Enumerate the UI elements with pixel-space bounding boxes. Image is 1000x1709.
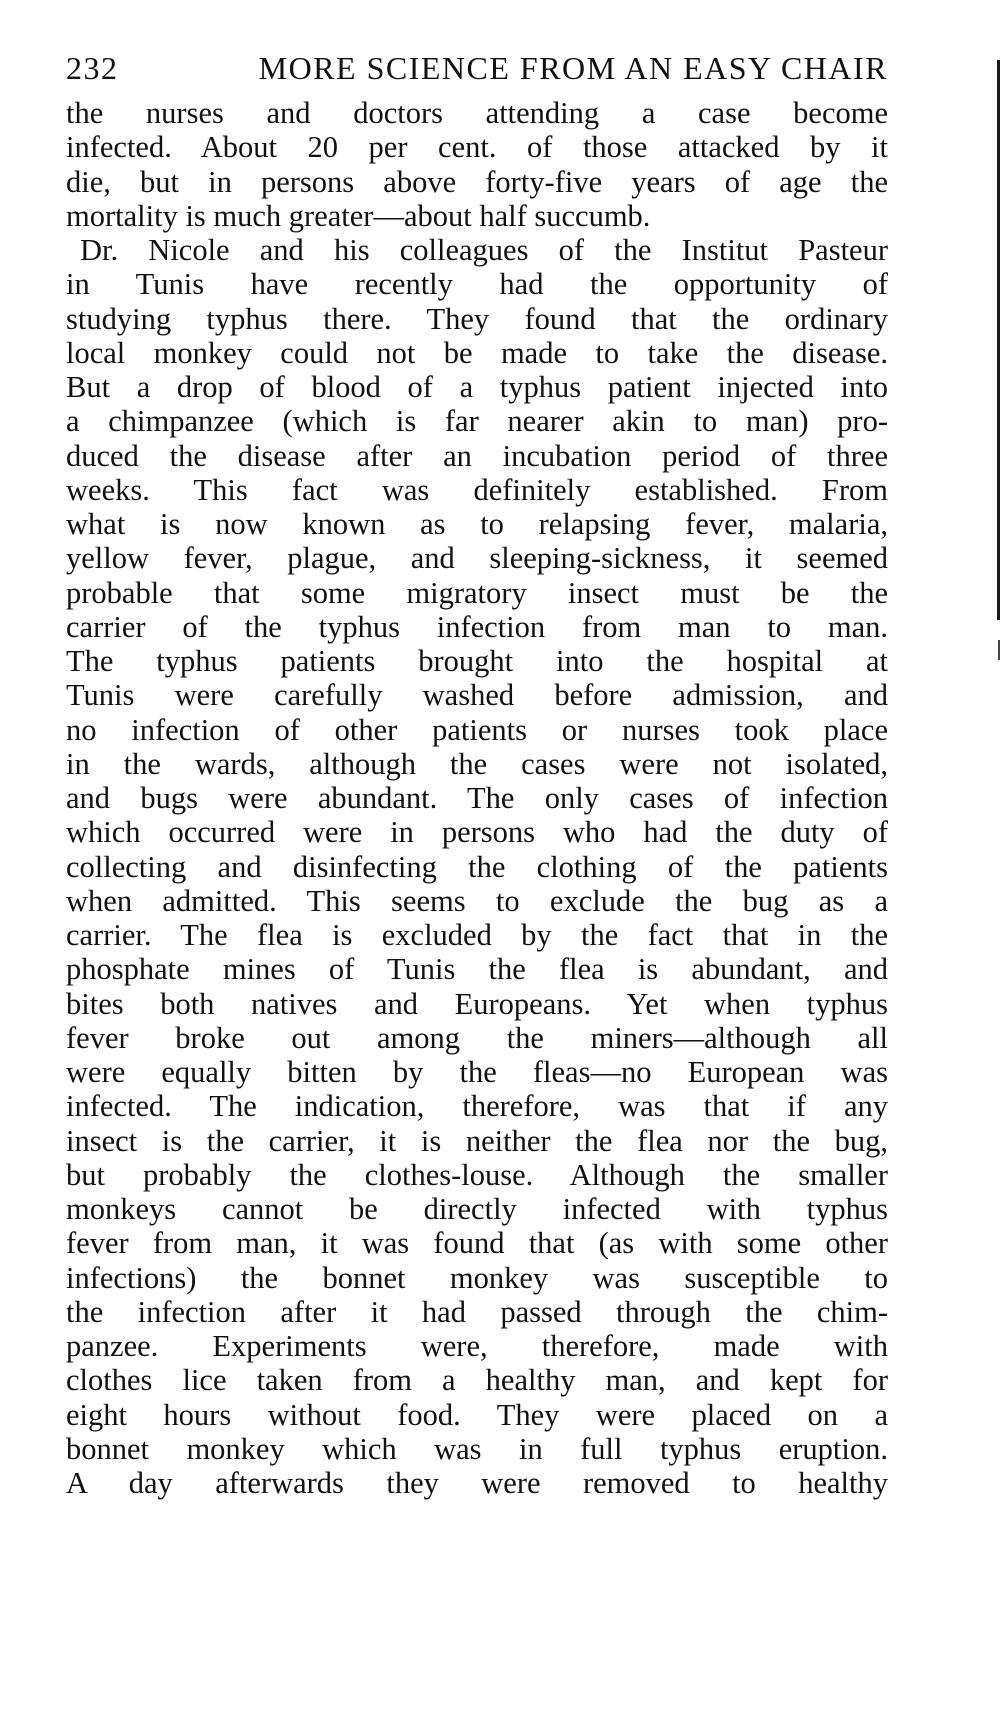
text-line: duced the disease after an incubation period of three: [66, 438, 888, 473]
text-line: die, but in persons above forty-five years of age the: [66, 164, 888, 199]
text-line: mortality is much greater—about half succumb.: [66, 198, 651, 233]
text-line: insect is the carrier, it is neither the flea nor the bug,: [66, 1123, 888, 1158]
text-line: in the wards, although the cases were not isolated,: [66, 746, 888, 781]
text-line: phosphate mines of Tunis the flea is abundant, and: [66, 952, 888, 987]
page-number: 232: [66, 50, 119, 86]
text-line: A day afterwards they were removed to healthy: [66, 1466, 888, 1500]
text-line: But a drop of blood of a typhus patient injected into: [66, 370, 888, 404]
text-line: which occurred were in persons who had the duty of: [66, 815, 888, 850]
running-header: [66, 44, 888, 92]
text-line: infections) the bonnet monkey was susceptible to: [66, 1260, 888, 1295]
text-line: but probably the clothes-louse. Although the smaller: [66, 1157, 888, 1192]
text-line: infected. About 20 per cent. of those attacked by it: [66, 130, 888, 165]
text-line: Tunis were carefully washed before admission, and: [66, 678, 888, 713]
text-line: when admitted. This seems to exclude the bug as a: [66, 883, 888, 918]
text-line: in Tunis have recently had the opportunity of: [66, 267, 888, 302]
text-line: monkeys cannot be directly infected with typhus: [66, 1192, 888, 1226]
text-line: collecting and disinfecting the clothing of the patients: [66, 849, 888, 884]
text-line: bites both natives and Europeans. Yet when typhus: [66, 986, 888, 1021]
text-line: panzee. Experiments were, therefore, made with: [66, 1329, 888, 1363]
text-line: fever from man, it was found that (as with some other: [66, 1226, 888, 1261]
text-line: no infection of other patients or nurses took place: [66, 712, 888, 747]
text-line: probable that some migratory insect must be the: [66, 575, 888, 610]
text-line: what is now known as to relapsing fever, malaria,: [66, 507, 888, 541]
text-line: a chimpanzee (which is far nearer akin to man) pro-: [66, 404, 888, 439]
text-line: and bugs were abundant. The only cases of infection: [66, 781, 888, 815]
text-line: carrier of the typhus infection from man to man.: [66, 609, 888, 644]
text-line: eight hours without food. They were placed on a: [66, 1397, 888, 1432]
text-line: were equally bitten by the fleas—no European was: [66, 1055, 888, 1089]
text-line: clothes lice taken from a healthy man, and kept for: [66, 1363, 888, 1398]
text-line: Dr. Nicole and his colleagues of the Institut Pasteur: [80, 233, 888, 267]
text-line: The typhus patients brought into the hospital at: [66, 644, 888, 678]
text-line: studying typhus there. They found that the ordinary: [66, 301, 888, 336]
body-text: [66, 96, 888, 1500]
text-line: fever broke out among the miners—although all: [66, 1020, 888, 1055]
running-title: MORE SCIENCE FROM AN EASY CHAIR: [258, 50, 888, 86]
text-line: yellow fever, plague, and sleeping-sickness, it seemed: [66, 541, 888, 576]
text-line: infected. The indication, therefore, was that if any: [66, 1089, 888, 1124]
text-line: the infection after it had passed through the chim-: [66, 1294, 888, 1329]
text-line: the nurses and doctors attending a case become: [66, 96, 888, 130]
text-line: carrier. The flea is excluded by the fact that in the: [66, 918, 888, 952]
text-line: local monkey could not be made to take the disease.: [66, 335, 888, 370]
text-line: bonnet monkey which was in full typhus eruption.: [66, 1431, 888, 1466]
text-line: weeks. This fact was definitely established. From: [66, 472, 888, 507]
